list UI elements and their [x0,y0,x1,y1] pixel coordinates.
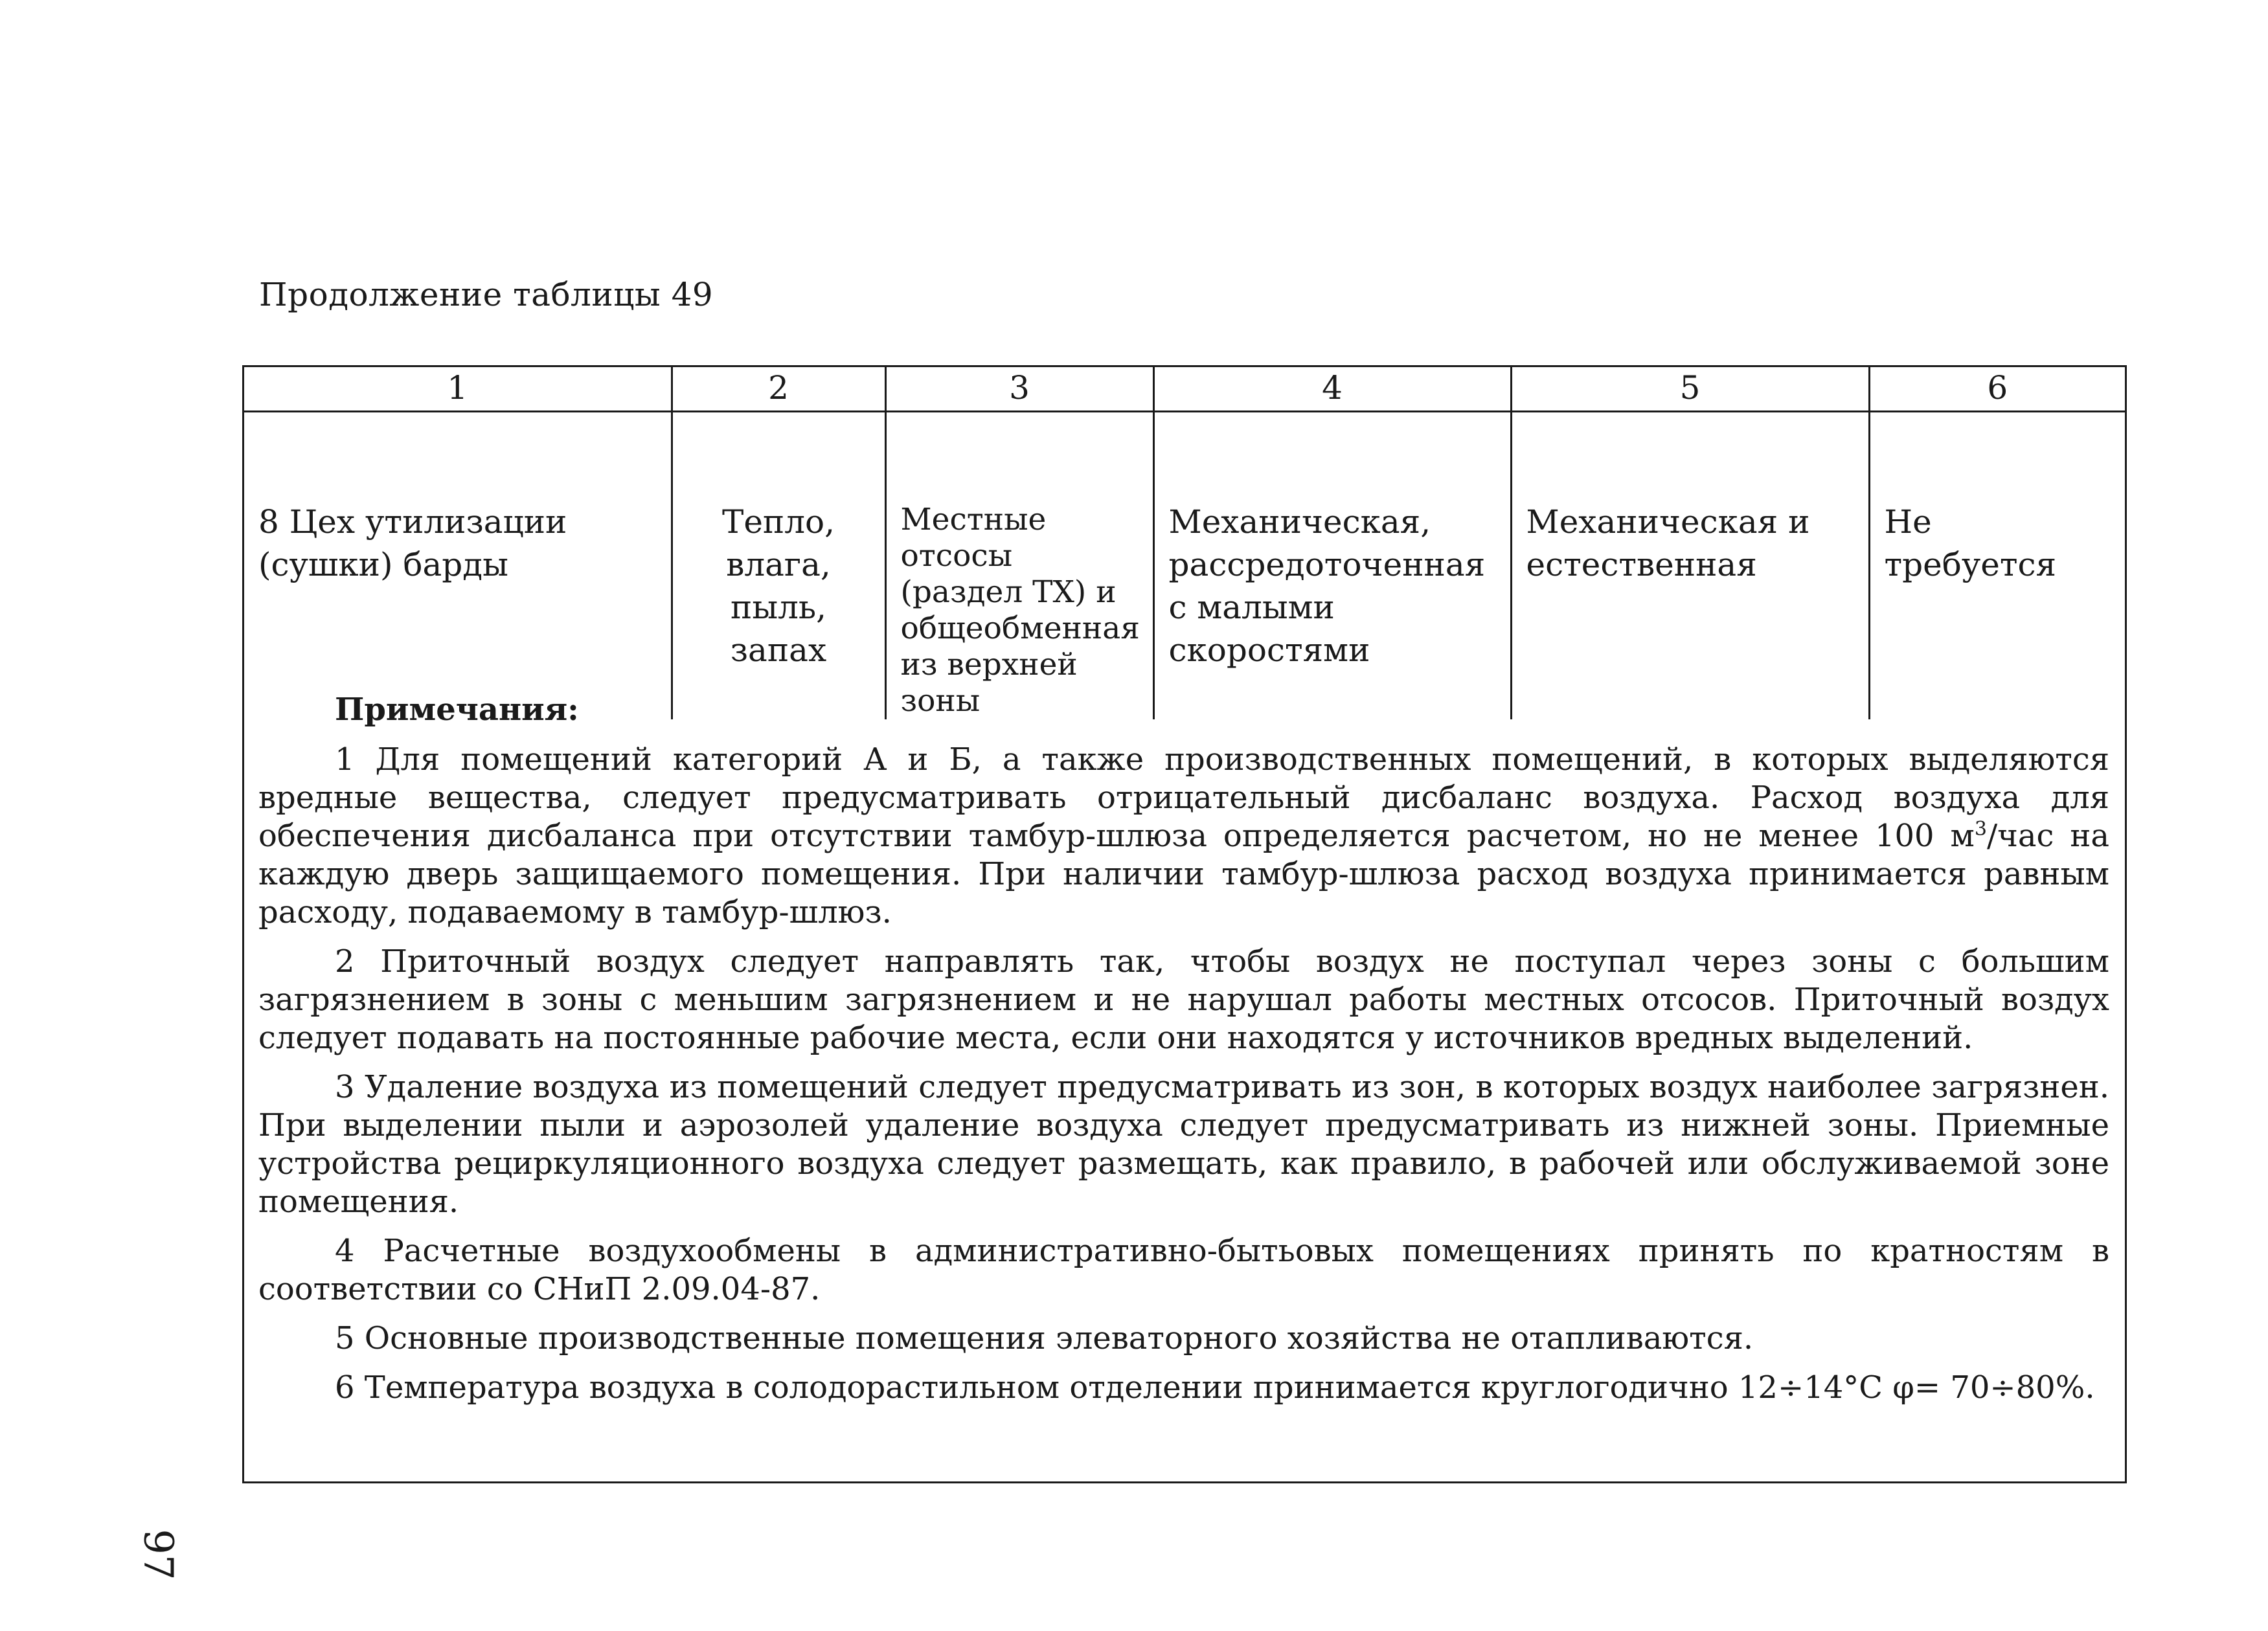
column-header: 3 [885,367,1153,411]
notes-title: Примечания: [335,692,579,728]
column-header: 6 [1869,367,2125,411]
data-table [244,367,2125,719]
note-1 [258,741,2109,932]
table-row [244,411,2125,719]
note-5: 5 Основные производственные помещения элеваторного хозяйства не отапливаются. [335,1320,1754,1356]
table-frame [242,365,2127,1483]
table-cell: Механическая, рассредоточенная с малыми скоростями [1153,411,1511,719]
column-header: 5 [1511,367,1869,411]
superscript: 3 [1974,818,1987,840]
table-caption: Продолжение таблицы 49 [259,276,714,313]
note-3: 3 Удаление воздуха из помещений следует предусматривать из зон, в которых воздух наиболее загрязнен. При выделении пыли и аэрозолей удаление воздуха следует предусматривать из нижней зоны. Приемные устройства рециркуляционного воздуха следует размещать, как правило, в рабочей или обслуживаемой зоне помещения. [258,1069,2109,1220]
table-cell: Тепло, влага, пыль, запах [672,411,885,719]
table-cell: Не требуется [1869,411,2125,719]
column-header: 1 [244,367,672,411]
note-2: 2 Приточный воздух следует направлять так, чтобы воздух не поступал через зоны с большим загрязнением в зоны с меньшим загрязнением и не нарушал работы местных отсосов. Приточный воздух следует подавать на постоянные рабочие места, если они находятся у источников вредных выделений. [258,943,2109,1056]
note-1-text: 1 Для помещений категорий А и Б, а также производственных помещений, в которых выделяются вредные вещества, следует предусматривать отрицательный дисбаланс воздуха. Расход воздуха для обеспечения дисбаланса при отсутствии тамбур-шлюза определяется расчетом, но не менее 100 м [258,741,2109,854]
column-header: 4 [1153,367,1511,411]
table-cell: 8 Цех утилизации (сушки) барды [258,502,567,583]
table-cell: Местные отсосы (раздел ТХ) и общеобменная из верхней зоны [885,411,1153,719]
page-number: 97 [135,1529,183,1580]
note-4: 4 Расчетные воздухообмены в административно-бытьовых помещениях принять по кратностям в соответствии со СНиП 2.09.04-87. [258,1233,2109,1307]
table-header-row [244,367,2125,411]
note-6: 6 Температура воздуха в солодорастильном отделении принимается круглогодично 12÷14°С φ= 70÷80%. [335,1369,2095,1406]
table-cell: Механическая и естественная [1511,411,1869,719]
note-1-text-cont: /час на каждую дверь защищаемого помещения. При наличии тамбур-шлюза расход воздуха принимается равным расходу, подаваемому в тамбур-шлюз. [258,818,2109,930]
column-header: 2 [672,367,885,411]
notes-section [258,691,2109,1418]
